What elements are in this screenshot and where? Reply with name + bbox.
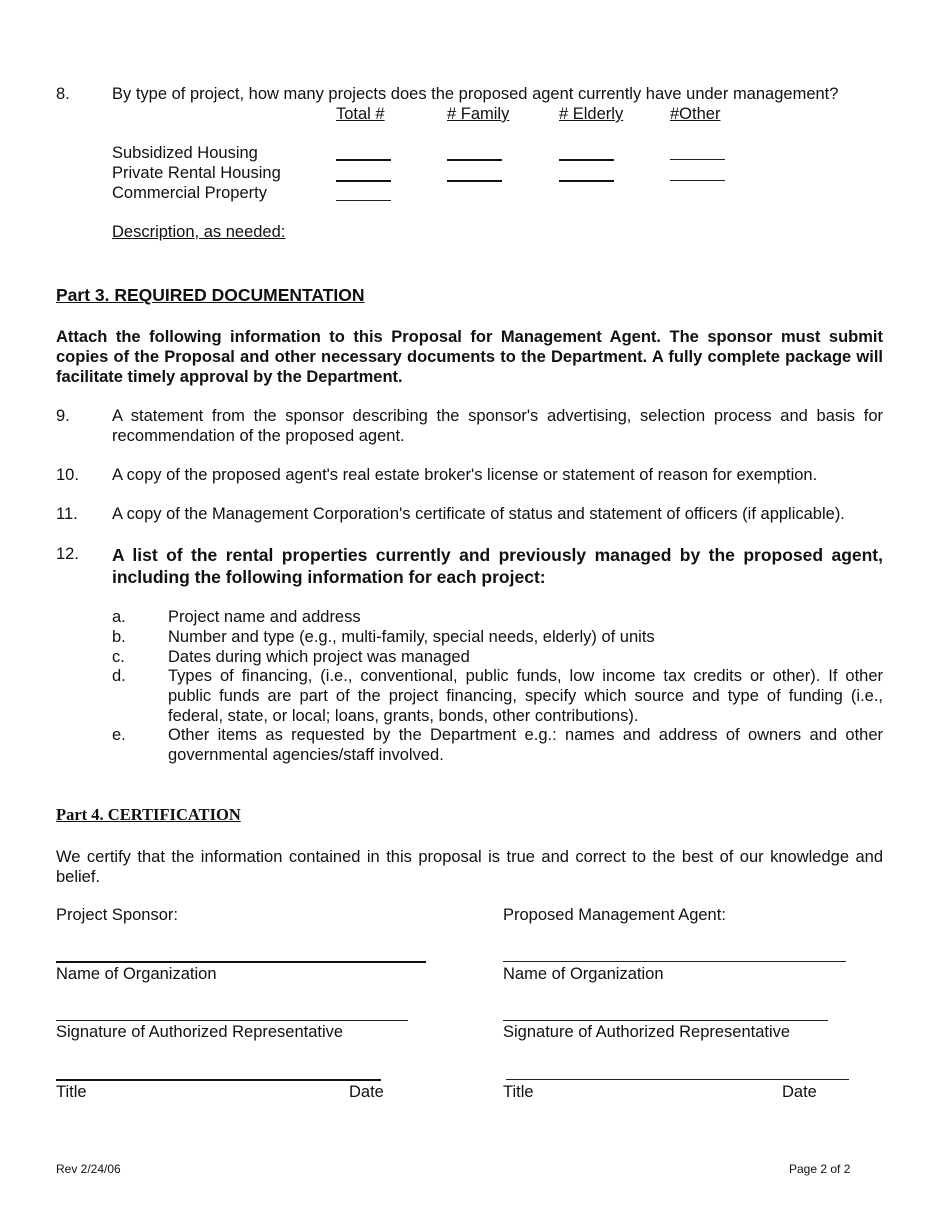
part3-heading: Part 3. REQUIRED DOCUMENTATION <box>56 285 365 305</box>
item-9-number: 9. <box>56 407 70 425</box>
subsidized-other-blank[interactable] <box>670 159 725 160</box>
agent-title-label: Title <box>503 1083 534 1101</box>
sponsor-organization-label: Name of Organization <box>56 965 217 983</box>
private-total-blank[interactable] <box>336 180 391 182</box>
sponsor-signature-line[interactable] <box>56 1020 408 1021</box>
header-total: Total # <box>336 105 385 123</box>
agent-title-date-line[interactable] <box>506 1079 849 1080</box>
subitem-e-letter: e. <box>112 726 126 744</box>
sponsor-signature-label: Signature of Authorized Representative <box>56 1023 344 1041</box>
sponsor-title-date-line[interactable] <box>56 1079 381 1081</box>
sponsor-date-label: Date <box>349 1083 384 1101</box>
sponsor-organization-line[interactable] <box>56 961 426 963</box>
sponsor-title-label: Title <box>56 1083 87 1101</box>
agent-signature-label: Signature of Authorized Representative <box>503 1023 791 1041</box>
private-elderly-blank[interactable] <box>559 180 614 182</box>
agent-signature-line[interactable] <box>503 1020 828 1021</box>
private-family-blank[interactable] <box>447 180 502 182</box>
page-number: Page 2 of 2 <box>789 1162 851 1176</box>
subitem-a-letter: a. <box>112 608 126 626</box>
agent-organization-line[interactable] <box>503 961 846 962</box>
subitem-c-letter: c. <box>112 648 125 666</box>
item-10-number: 10. <box>56 466 79 484</box>
item-10-text: A copy of the proposed agent's real estate broker's license or statement of reason for exemption. <box>112 466 818 484</box>
subsidized-elderly-blank[interactable] <box>559 159 614 161</box>
header-family: # Family <box>447 105 510 123</box>
project-sponsor-label: Project Sponsor: <box>56 906 178 924</box>
item-12-number: 12. <box>56 545 79 563</box>
row-subsidized-housing: Subsidized Housing <box>112 144 258 162</box>
part3-intro: Attach the following information to this Proposal for Management Agent. The sponsor must submit copies of the Proposal and other necessary documents to the Department. A fully complete package will facilitate timely approval by the Department. <box>56 328 883 386</box>
header-other: #Other <box>670 105 721 123</box>
q8-number: 8. <box>56 85 70 103</box>
row-private-rental-housing: Private Rental Housing <box>112 164 281 182</box>
subitem-e-text: Other items as requested by the Department e.g.: names and address of owners and other governmental agencies/staff involved. <box>168 726 883 764</box>
row-commercial-property: Commercial Property <box>112 184 267 202</box>
description-label: Description, as needed: <box>112 223 286 241</box>
item-11-number: 11. <box>56 505 78 523</box>
item-12-text: A list of the rental properties currently and previously managed by the proposed agent, including the following information for each project: <box>112 545 883 587</box>
agent-organization-label: Name of Organization <box>503 965 664 983</box>
subitem-b-text: Number and type (e.g., multi-family, special needs, elderly) of units <box>168 628 655 646</box>
item-9-text: A statement from the sponsor describing the sponsor's advertising, selection process and basis for recommendation of the proposed agent. <box>112 407 883 445</box>
subitem-b-letter: b. <box>112 628 126 646</box>
part4-heading: Part 4. CERTIFICATION <box>56 805 241 824</box>
certification-statement: We certify that the information contained in this proposal is true and correct to the best of our knowledge and belief. <box>56 848 883 886</box>
revision-date: Rev 2/24/06 <box>56 1162 121 1176</box>
subitem-c-text: Dates during which project was managed <box>168 648 470 666</box>
agent-date-label: Date <box>782 1083 817 1101</box>
item-11-text: A copy of the Management Corporation's certificate of status and statement of officers (if applicable). <box>112 505 845 523</box>
private-other-blank[interactable] <box>670 180 725 181</box>
management-agent-label: Proposed Management Agent: <box>503 906 726 924</box>
q8-question: By type of project, how many projects does the proposed agent currently have under management? <box>112 85 839 103</box>
subitem-d-letter: d. <box>112 667 126 685</box>
subsidized-family-blank[interactable] <box>447 159 502 161</box>
subitem-d-text: Types of financing, (i.e., conventional, public funds, low income tax credits or other). If other public funds are part of the project financing, specify which source and type of funding (i.e., federal, state, or local; loans, grants, bonds, other contributions). <box>168 667 883 725</box>
subitem-a-text: Project name and address <box>168 608 361 626</box>
header-elderly: # Elderly <box>559 105 624 123</box>
commercial-total-blank[interactable] <box>336 200 391 201</box>
subsidized-total-blank[interactable] <box>336 159 391 161</box>
